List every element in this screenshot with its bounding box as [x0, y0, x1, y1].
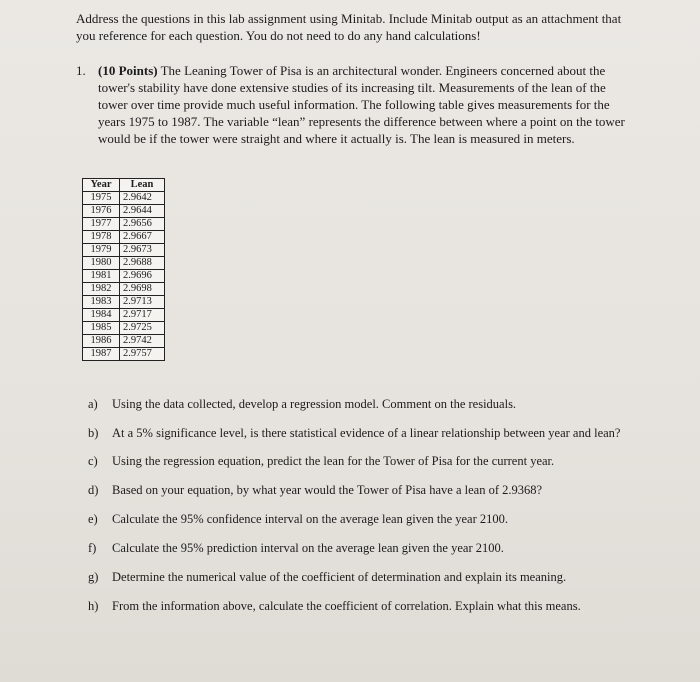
sub-question-label: g) [88, 570, 99, 584]
cell-lean: 2.9656 [120, 218, 165, 231]
table-header-row [83, 179, 165, 192]
cell-lean: 2.9667 [120, 231, 165, 244]
sub-question-text: Using the regression equation, predict the lean for the Tower of Pisa for the current year. [112, 454, 555, 468]
cell-year: 1979 [83, 244, 120, 257]
cell-lean: 2.9644 [120, 205, 165, 218]
sub-question-h [88, 598, 628, 614]
question-1 [76, 62, 636, 147]
cell-lean: 2.9642 [120, 192, 165, 205]
table-row [83, 218, 165, 231]
cell-lean: 2.9725 [120, 322, 165, 335]
sub-question-text: From the information above, calculate the coefficient of correlation. Explain what this means. [112, 599, 581, 613]
question-points: (10 Points) [98, 63, 158, 78]
table-row [83, 231, 165, 244]
question-number: 1. [76, 63, 86, 78]
cell-year: 1983 [83, 296, 120, 309]
cell-year: 1984 [83, 309, 120, 322]
cell-year: 1976 [83, 205, 120, 218]
intro-paragraph: Address the questions in this lab assignment using Minitab. Include Minitab output as an attachment that you reference for each question. You do not need to do any hand calculations! [76, 11, 622, 43]
sub-question-text: Using the data collected, develop a regression model. Comment on the residuals. [112, 397, 517, 411]
table-row [83, 192, 165, 205]
cell-year: 1975 [83, 192, 120, 205]
cell-year: 1982 [83, 283, 120, 296]
sub-question-d [88, 482, 628, 498]
sub-question-label: b) [88, 426, 99, 440]
cell-lean: 2.9717 [120, 309, 165, 322]
sub-question-text: At a 5% significance level, is there statistical evidence of a linear relationship between year and lean? [112, 426, 621, 440]
sub-question-text: Based on your equation, by what year would the Tower of Pisa have a lean of 2.9368? [112, 483, 543, 497]
question-body [98, 62, 636, 147]
table-row [83, 257, 165, 270]
table-row [83, 270, 165, 283]
cell-year: 1978 [83, 231, 120, 244]
table-row [83, 296, 165, 309]
sub-question-f [88, 540, 628, 556]
header-lean: Lean [120, 179, 165, 192]
cell-year: 1980 [83, 257, 120, 270]
sub-question-label: h) [88, 599, 99, 613]
cell-lean: 2.9698 [120, 283, 165, 296]
header-year: Year [83, 179, 120, 192]
sub-question-text: Determine the numerical value of the coefficient of determination and explain its meaning. [112, 570, 567, 584]
cell-lean: 2.9688 [120, 257, 165, 270]
sub-question-g [88, 569, 628, 585]
cell-lean: 2.9757 [120, 348, 165, 361]
cell-year: 1981 [83, 270, 120, 283]
sub-question-text: Calculate the 95% confidence interval on the average lean given the year 2100. [112, 512, 509, 526]
sub-question-text: Calculate the 95% prediction interval on the average lean given the year 2100. [112, 541, 504, 555]
table-row [83, 335, 165, 348]
cell-year: 1987 [83, 348, 120, 361]
table-row [83, 205, 165, 218]
cell-lean: 2.9696 [120, 270, 165, 283]
cell-lean: 2.9742 [120, 335, 165, 348]
table-row [83, 322, 165, 335]
sub-question-a [88, 396, 628, 412]
cell-year: 1986 [83, 335, 120, 348]
sub-question-label: c) [88, 454, 98, 468]
table-row [83, 244, 165, 257]
table-row [83, 283, 165, 296]
sub-question-label: d) [88, 483, 99, 497]
cell-year: 1985 [83, 322, 120, 335]
sub-question-label: e) [88, 512, 98, 526]
cell-lean: 2.9673 [120, 244, 165, 257]
sub-question-label: a) [88, 397, 98, 411]
sub-question-label: f) [88, 541, 97, 555]
sub-question-b [88, 425, 628, 441]
sub-questions [88, 396, 628, 614]
cell-lean: 2.9713 [120, 296, 165, 309]
question-text: The Leaning Tower of Pisa is an architectural wonder. Engineers concerned about the tower's stability have done extensive studies of its increasing tilt. Measurements of the lean of the tower over time provide much useful information. The following table gives measurements for the years 1975 to 1987. The variable “lean” represents the difference between where a point on the tower would be if the tower were straight and where it actually is. The lean is measured in meters. [98, 63, 625, 146]
table-row [83, 309, 165, 322]
table-row [83, 348, 165, 361]
sub-question-e [88, 511, 628, 527]
cell-year: 1977 [83, 218, 120, 231]
sub-question-c [88, 453, 628, 469]
year-lean-table [82, 178, 165, 361]
